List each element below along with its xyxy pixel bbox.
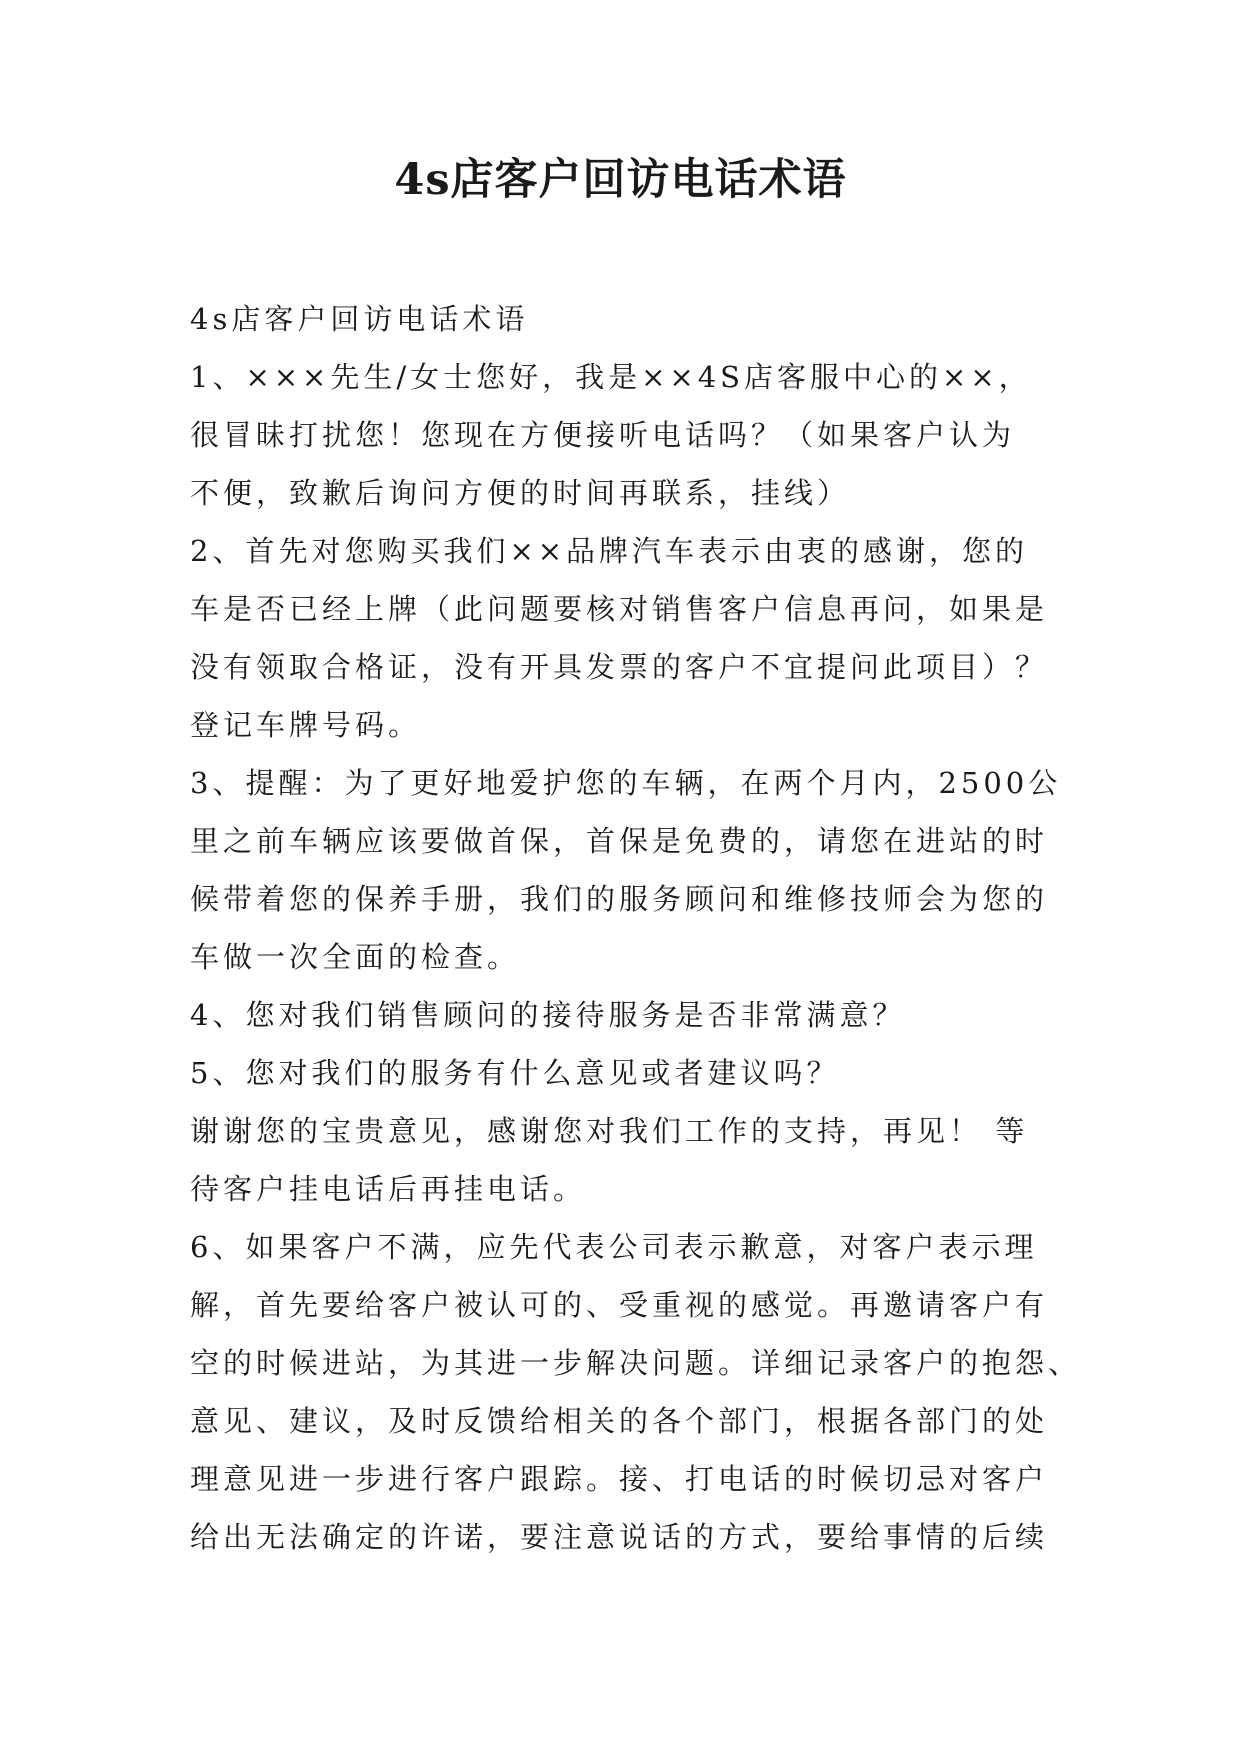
body-line: 登记车牌号码。 bbox=[190, 708, 422, 742]
body-line: 很冒昧打扰您！您现在方便接听电话吗？（如果客户认为 bbox=[190, 418, 1016, 452]
body-line: 3、提醒：为了更好地爱护您的车辆，在两个月内，2500公 bbox=[190, 766, 1062, 800]
body-line: 车做一次全面的检查。 bbox=[190, 940, 521, 974]
document-body bbox=[190, 290, 1082, 1566]
body-line: 4、您对我们销售顾问的接待服务是否非常满意？ bbox=[190, 998, 906, 1032]
body-line: 里之前车辆应该要做首保，首保是免费的，请您在进站的时 bbox=[190, 824, 1049, 858]
body-line: 4s店客户回访电话术语 bbox=[190, 302, 529, 336]
body-line: 解，首先要给客户被认可的、受重视的感觉。再邀请客户有 bbox=[190, 1288, 1049, 1322]
body-line: 给出无法确定的许诺，要注意说话的方式，要给事情的后续 bbox=[190, 1520, 1049, 1554]
body-line: 2、首先对您购买我们××品牌汽车表示由衷的感谢，您的 bbox=[190, 534, 1029, 568]
body-line: 空的时候进站，为其进一步解决问题。详细记录客户的抱怨、 bbox=[190, 1346, 1082, 1380]
document-title: 4s店客户回访电话术语 bbox=[394, 155, 847, 205]
body-line: 不便，致歉后询问方便的时间再联系，挂线） bbox=[190, 476, 851, 510]
body-line: 车是否已经上牌（此问题要核对销售客户信息再问，如果是 bbox=[190, 592, 1049, 626]
body-line: 意见、建议，及时反馈给相关的各个部门，根据各部门的处 bbox=[190, 1404, 1049, 1438]
body-line: 5、您对我们的服务有什么意见或者建议吗？ bbox=[190, 1056, 840, 1090]
body-line: 候带着您的保养手册，我们的服务顾问和维修技师会为您的 bbox=[190, 882, 1049, 916]
body-line: 待客户挂电话后再挂电话。 bbox=[190, 1172, 587, 1206]
body-line: 1、×××先生/女士您好，我是××4S店客服中心的××， bbox=[190, 360, 1032, 394]
body-line: 理意见进一步进行客户跟踪。接、打电话的时候切忌对客户 bbox=[190, 1462, 1049, 1496]
body-line: 谢谢您的宝贵意见，感谢您对我们工作的支持，再见！ 等 bbox=[190, 1114, 1029, 1148]
body-line: 6、如果客户不满，应先代表公司表示歉意，对客户表示理 bbox=[190, 1230, 1038, 1264]
body-line: 没有领取合格证，没有开具发票的客户不宜提问此项目）？ bbox=[190, 650, 1049, 684]
